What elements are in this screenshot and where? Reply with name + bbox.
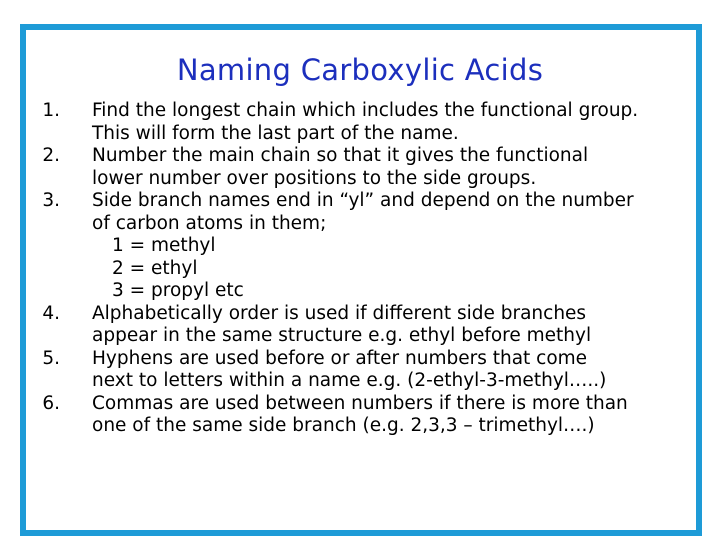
rule-number: 1. [42,100,60,121]
rule-text: appear in the same structure e.g. ethyl before methyl [92,325,592,346]
rule-item-6 [30,393,690,438]
slide-title: Naming Carboxylic Acids [176,53,544,87]
rule-text: of carbon atoms in them; [92,212,327,234]
rule-number: 3. [42,190,60,211]
rule-text: Hyphens are used before or after numbers that come [92,347,588,369]
rule-item-1 [30,100,690,145]
rule-text: Side branch names end in “yl” and depend on the number [92,190,634,211]
rule-text: Find the longest chain which includes the functional group. [92,100,639,121]
rule-item-3 [30,190,690,303]
rule-text: This will form the last part of the name. [92,122,459,144]
carbon-count-item: 1 = methyl [112,235,216,256]
carbon-count-list [92,235,690,303]
rule-item-5 [30,348,690,393]
rule-text: Number the main chain so that it gives the functional [92,145,589,166]
rule-item-4 [30,303,690,348]
rule-text: next to letters within a name e.g. (2-ethyl-3-methyl…..) [92,370,607,391]
rule-number: 5. [42,347,60,369]
rule-item-2 [30,145,690,190]
rule-text: Commas are used between numbers if there is more than [92,392,628,414]
rule-number: 2. [42,145,60,166]
rule-text: lower number over positions to the side groups. [92,167,537,189]
carbon-count-item: 2 = ethyl [112,257,198,279]
rule-number: 6. [42,392,60,414]
rule-text: Alphabetically order is used if different side branches [92,302,587,324]
rule-number: 4. [42,302,60,324]
rules-list [30,100,690,438]
rule-text: one of the same side branch (e.g. 2,3,3 – trimethyl….) [92,415,595,436]
carbon-count-item: 3 = propyl etc [112,280,244,301]
